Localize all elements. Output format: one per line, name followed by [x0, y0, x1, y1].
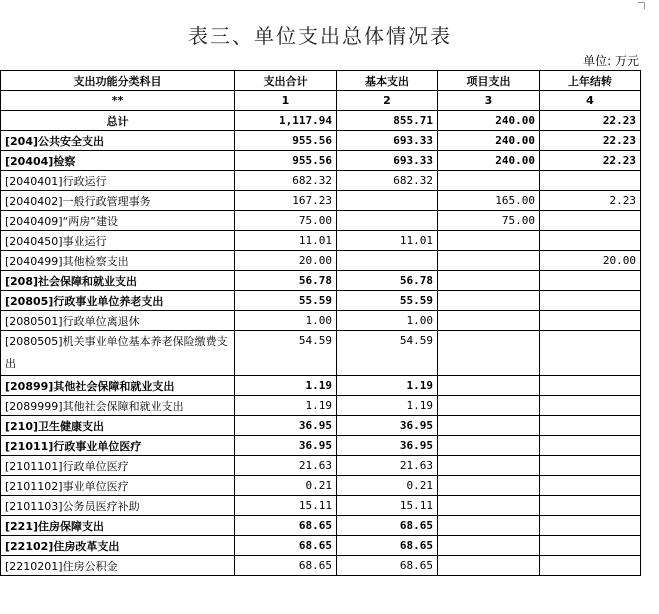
category-cell: [208]社会保障和就业支出 [1, 271, 235, 291]
category-cell: [20805]行政事业单位养老支出 [1, 291, 235, 311]
total-cell: 1.19 [235, 396, 337, 416]
project-cell: 240.00 [438, 151, 540, 171]
basic-cell: 68.65 [337, 516, 438, 536]
project-cell [438, 331, 540, 376]
table-row [1, 151, 641, 171]
category-cell: [204]公共安全支出 [1, 131, 235, 151]
carryover-cell [540, 476, 641, 496]
basic-cell [337, 251, 438, 271]
category-cell: [2080505]机关事业单位基本养老保险缴费支出 [1, 331, 235, 376]
carryover-cell [540, 331, 641, 376]
carryover-cell [540, 231, 641, 251]
category-cell: [2210201]住房公积金 [1, 556, 235, 576]
index-cell: 3 [438, 91, 540, 111]
basic-cell: 36.95 [337, 436, 438, 456]
page-corner-mark [638, 2, 645, 9]
index-cell: 2 [337, 91, 438, 111]
category-cell: [221]住房保障支出 [1, 516, 235, 536]
category-cell: [2040402]一般行政管理事务 [1, 191, 235, 211]
carryover-cell [540, 291, 641, 311]
carryover-cell [540, 376, 641, 396]
category-cell: [2101101]行政单位医疗 [1, 456, 235, 476]
table-body [1, 111, 641, 576]
carryover-cell [540, 396, 641, 416]
basic-cell: 1.00 [337, 311, 438, 331]
project-cell [438, 251, 540, 271]
carryover-cell: 2.23 [540, 191, 641, 211]
project-cell [438, 436, 540, 456]
basic-cell: 1.19 [337, 396, 438, 416]
carryover-cell [540, 456, 641, 476]
category-cell: [20404]检察 [1, 151, 235, 171]
table-row [1, 516, 641, 536]
total-cell: 54.59 [235, 331, 337, 376]
page-title: 表三、单位支出总体情况表 [188, 24, 452, 48]
project-cell [438, 376, 540, 396]
carryover-cell [540, 171, 641, 191]
header-carryover: 上年结转 [540, 71, 641, 91]
table-row [1, 211, 641, 231]
header-total: 支出合计 [235, 71, 337, 91]
basic-cell: 54.59 [337, 331, 438, 376]
basic-cell: 36.95 [337, 416, 438, 436]
index-cell: ** [1, 91, 235, 111]
table-row [1, 496, 641, 516]
table-row [1, 331, 641, 376]
total-cell: 167.23 [235, 191, 337, 211]
table-row [1, 396, 641, 416]
category-cell: [2101102]事业单位医疗 [1, 476, 235, 496]
project-cell [438, 271, 540, 291]
table-row [1, 536, 641, 556]
project-cell [438, 396, 540, 416]
table-row [1, 416, 641, 436]
index-cell: 1 [235, 91, 337, 111]
carryover-cell [540, 211, 641, 231]
carryover-cell [540, 536, 641, 556]
category-cell: [2080501]行政单位离退休 [1, 311, 235, 331]
total-cell: 36.95 [235, 436, 337, 456]
table-row [1, 251, 641, 271]
table-row [1, 476, 641, 496]
total-cell: 56.78 [235, 271, 337, 291]
project-cell [438, 496, 540, 516]
project-cell: 165.00 [438, 191, 540, 211]
total-cell: 1.00 [235, 311, 337, 331]
carryover-cell [540, 271, 641, 291]
project-cell [438, 416, 540, 436]
header-category: 支出功能分类科目 [1, 71, 235, 91]
total-cell: 21.63 [235, 456, 337, 476]
carryover-cell: 22.23 [540, 111, 641, 131]
basic-cell: 55.59 [337, 291, 438, 311]
project-cell [438, 311, 540, 331]
table-row [1, 171, 641, 191]
basic-cell: 11.01 [337, 231, 438, 251]
table-header-row [1, 71, 641, 91]
total-cell: 0.21 [235, 476, 337, 496]
project-cell [438, 556, 540, 576]
basic-cell: 693.33 [337, 131, 438, 151]
basic-cell [337, 211, 438, 231]
table-row [1, 456, 641, 476]
table-row [1, 191, 641, 211]
category-cell: [2040409]“两房”建设 [1, 211, 235, 231]
category-cell: [2040499]其他检察支出 [1, 251, 235, 271]
carryover-cell [540, 496, 641, 516]
category-cell: [22102]住房改革支出 [1, 536, 235, 556]
project-cell [438, 476, 540, 496]
total-cell: 15.11 [235, 496, 337, 516]
category-cell: [20899]其他社会保障和就业支出 [1, 376, 235, 396]
basic-cell: 56.78 [337, 271, 438, 291]
total-cell: 1,117.94 [235, 111, 337, 131]
total-cell: 955.56 [235, 151, 337, 171]
carryover-cell [540, 416, 641, 436]
project-cell [438, 456, 540, 476]
total-cell: 68.65 [235, 536, 337, 556]
table-index-row [1, 91, 641, 111]
total-cell: 11.01 [235, 231, 337, 251]
project-cell [438, 291, 540, 311]
carryover-cell [540, 436, 641, 456]
total-cell: 68.65 [235, 556, 337, 576]
expenditure-table [0, 70, 641, 576]
carryover-cell: 20.00 [540, 251, 641, 271]
header-basic: 基本支出 [337, 71, 438, 91]
table-row [1, 271, 641, 291]
table-row [1, 311, 641, 331]
basic-cell: 15.11 [337, 496, 438, 516]
basic-cell: 68.65 [337, 536, 438, 556]
index-cell: 4 [540, 91, 641, 111]
total-cell: 682.32 [235, 171, 337, 191]
project-cell: 240.00 [438, 131, 540, 151]
total-cell: 1.19 [235, 376, 337, 396]
basic-cell: 21.63 [337, 456, 438, 476]
total-cell: 75.00 [235, 211, 337, 231]
basic-cell: 0.21 [337, 476, 438, 496]
basic-cell: 1.19 [337, 376, 438, 396]
basic-cell: 855.71 [337, 111, 438, 131]
category-cell: 总计 [1, 111, 235, 131]
project-cell: 240.00 [438, 111, 540, 131]
table-row [1, 436, 641, 456]
table-row [1, 131, 641, 151]
carryover-cell: 22.23 [540, 151, 641, 171]
project-cell [438, 536, 540, 556]
total-cell: 955.56 [235, 131, 337, 151]
carryover-cell [540, 556, 641, 576]
carryover-cell [540, 311, 641, 331]
table-row [1, 291, 641, 311]
basic-cell: 693.33 [337, 151, 438, 171]
table-row [1, 111, 641, 131]
project-cell: 75.00 [438, 211, 540, 231]
project-cell [438, 516, 540, 536]
total-cell: 20.00 [235, 251, 337, 271]
basic-cell [337, 191, 438, 211]
header-project: 项目支出 [438, 71, 540, 91]
total-cell: 55.59 [235, 291, 337, 311]
total-cell: 68.65 [235, 516, 337, 536]
category-cell: [210]卫生健康支出 [1, 416, 235, 436]
total-cell: 36.95 [235, 416, 337, 436]
unit-label: 单位: 万元 [583, 54, 639, 68]
category-cell: [2040401]行政运行 [1, 171, 235, 191]
basic-cell: 682.32 [337, 171, 438, 191]
table-row [1, 231, 641, 251]
category-cell: [2101103]公务员医疗补助 [1, 496, 235, 516]
category-cell: [2040450]事业运行 [1, 231, 235, 251]
table-row [1, 556, 641, 576]
basic-cell: 68.65 [337, 556, 438, 576]
carryover-cell [540, 516, 641, 536]
category-cell: [21011]行政事业单位医疗 [1, 436, 235, 456]
carryover-cell: 22.23 [540, 131, 641, 151]
table-row [1, 376, 641, 396]
category-cell: [2089999]其他社会保障和就业支出 [1, 396, 235, 416]
project-cell [438, 171, 540, 191]
project-cell [438, 231, 540, 251]
